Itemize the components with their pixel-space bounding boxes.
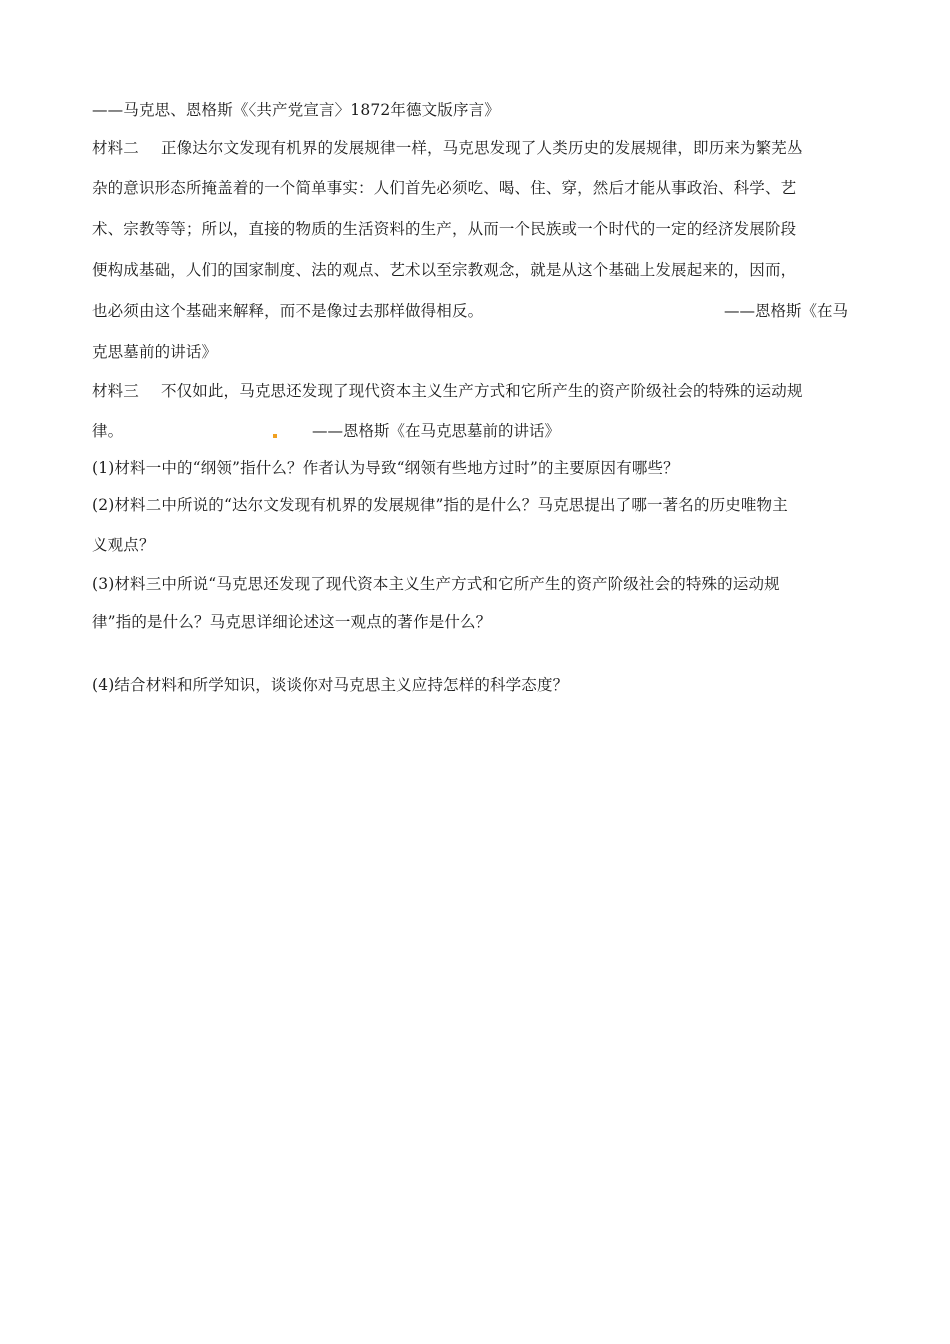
material2-line-4: 便构成基础，人们的国家制度、法的观点、艺术以至宗教观念，就是从这个基础上发展起来的，因而， — [92, 261, 797, 279]
material3-line-2: 律。 — [92, 422, 124, 440]
question-3-line-1: (3)材料三中所说“马克思还发现了现代资本主义生产方式和它所产生的资产阶级社会的特殊的运动规 — [92, 575, 780, 593]
material2-source-part1: ——恩格斯《在马 — [724, 302, 849, 320]
material2-line-1 — [92, 138, 864, 158]
material3-label: 材料三 — [92, 382, 139, 400]
material2-line-2: 杂的意识形态所掩盖着的一个简单事实：人们首先必须吃、喝、住、穿，然后才能从事政治、科学、艺 — [92, 179, 797, 197]
question-2-line-2: 义观点？ — [92, 536, 155, 554]
material1-source: ——马克思、恩格斯《〈共产党宣言〉1872年德文版序言》 — [92, 101, 500, 119]
marker-dot — [273, 434, 277, 438]
material3-source: ——恩格斯《在马克思墓前的讲话》 — [312, 422, 561, 440]
question-4: (4)结合材料和所学知识，谈谈你对马克思主义应持怎样的科学态度？ — [92, 676, 569, 694]
material3-text-1: 不仅如此，马克思还发现了现代资本主义生产方式和它所产生的资产阶级社会的特殊的运动规 — [160, 382, 803, 400]
material3-line-1 — [92, 381, 864, 401]
material2-line-3: 术、宗教等等；所以，直接的物质的生活资料的生产，从而一个民族或一个时代的一定的经济发展阶段 — [92, 220, 797, 238]
material2-source-part2: 克思墓前的讲话》 — [92, 343, 218, 361]
question-1: (1)材料一中的“纲领”指什么？作者认为导致“纲领有些地方过时”的主要原因有哪些？ — [92, 459, 679, 477]
question-3-line-2: 律”指的是什么？马克思详细论述这一观点的著作是什么？ — [92, 613, 492, 631]
material2-text-1: 正像达尔文发现有机界的发展规律一样，马克思发现了人类历史的发展规律，即历来为繁芜丛 — [160, 139, 803, 157]
material2-label: 材料二 — [92, 139, 139, 157]
question-2-line-1: (2)材料二中所说的“达尔文发现有机界的发展规律”指的是什么？马克思提出了哪一著名的历史唯物主 — [92, 496, 788, 514]
material2-line-5: 也必须由这个基础来解释，而不是像过去那样做得相反。 — [92, 302, 484, 320]
